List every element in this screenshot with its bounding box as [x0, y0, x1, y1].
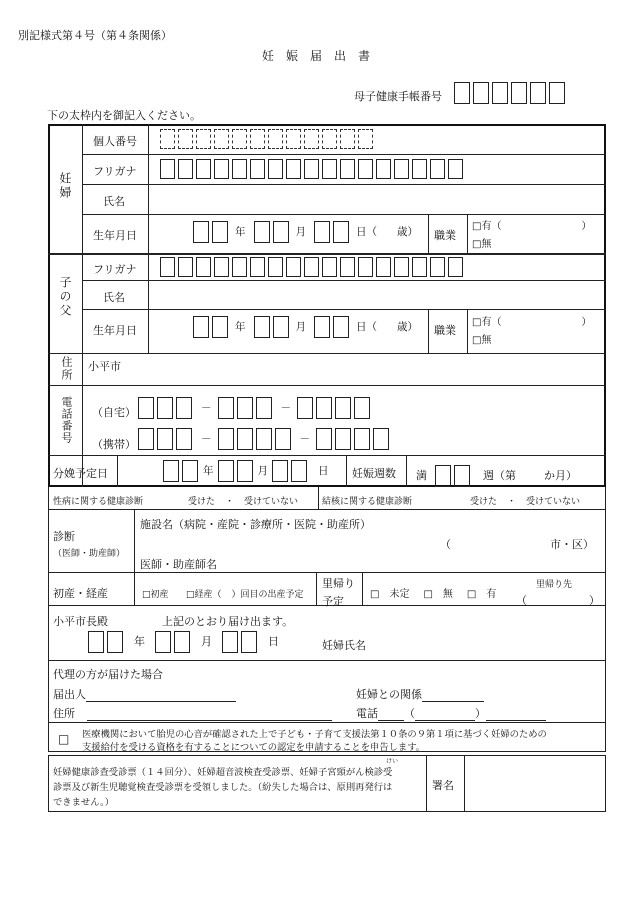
tickets-sign-field[interactable] [468, 758, 602, 808]
tickets-ruby: けい [386, 758, 399, 765]
std-check-label: 性病に関する健康診断 [53, 497, 144, 507]
chichi-name-field[interactable] [152, 282, 602, 307]
facility-city[interactable]: 市・区） [550, 538, 594, 551]
chichi-job-no-option[interactable]: □無 [472, 335, 492, 346]
diagnosis-label: 診断 [53, 530, 75, 543]
instruction: 下の太枠内を御記入ください。 [47, 109, 201, 122]
phone-home-boxes[interactable]: － － [138, 397, 373, 419]
tb-check-options[interactable]: 受けた ・ 受けていない [470, 497, 581, 507]
kojin-label: 個人番号 [93, 135, 137, 148]
proxy-submitter-field[interactable]: 届出人 [53, 686, 236, 702]
delivery-date-fields[interactable]: 年 月 日 [163, 460, 333, 482]
page-title: 妊 娠 届 出 書 [262, 49, 371, 63]
phone-mobile-label: （携帯） [92, 438, 136, 451]
ninpu-section-label: 妊婦 [58, 172, 72, 200]
ninpu-birth-fields[interactable]: 年 月 日（ 歳） [193, 221, 418, 243]
notice-checkbox[interactable]: □ [58, 732, 70, 746]
proxy-address-field[interactable]: 住所 [53, 705, 332, 721]
proxy-title: 代理の方が届けた場合 [53, 668, 163, 681]
tb-check-label: 結核に関する健康診断 [322, 497, 413, 507]
satogaeri-yotei-label: 予定 [322, 595, 344, 608]
ninpu-job-yes-option[interactable]: □有（ ） [472, 221, 592, 232]
proxy-relation-field[interactable]: 妊婦との関係 [356, 686, 484, 702]
boshi-number-boxes[interactable] [454, 82, 568, 104]
ninpu-name-field[interactable] [152, 186, 602, 212]
chichi-furigana-boxes[interactable] [160, 257, 466, 277]
kojin-number-boxes[interactable] [160, 129, 376, 149]
chichi-birth-label: 生年月日 [93, 324, 137, 337]
tickets-line2: 診票及び新生児聴覚検査受診票を受領しました。（紛失した場合は、原則再発行は [53, 782, 393, 793]
ninpu-furigana-boxes[interactable] [160, 159, 466, 179]
boshi-label: 母子健康手帳番号 [354, 90, 442, 103]
chichi-name-label: 氏名 [103, 291, 125, 304]
facility-label: 施設名（病院・産院・診療所・医院・助産所） [140, 518, 371, 531]
diagnosis-sub-label: （医師・助産師） [53, 549, 126, 559]
ninpu-furigana-label: フリガナ [93, 165, 137, 178]
chichi-job-yes-option[interactable]: □有（ ） [472, 317, 592, 328]
tickets-line3: できません。） [53, 797, 114, 808]
ninpu-job-no-option[interactable]: □無 [472, 239, 492, 250]
notice-line1: 医療機関において胎児の心音が確認された上で子ども・子育て支援法第１０条の９第１項に基づく妊婦のための [82, 729, 547, 740]
chichi-birth-fields[interactable]: 年 月 日（ 歳） [193, 316, 418, 338]
parity-multi-option[interactable]: □経産（ ）回目の出産予定 [186, 590, 304, 600]
ninpu-job-label: 職業 [434, 229, 456, 242]
mayor-address: 小平市長殿 [53, 615, 108, 628]
parity-label: 初産・経産 [53, 587, 108, 600]
chichi-job-label: 職業 [434, 324, 456, 337]
proxy-phone-field[interactable]: 電話 （ ） [356, 705, 546, 721]
satogaeri-dest-field[interactable]: （ ） [516, 594, 600, 607]
notice-line2: 支援給付を受ける資格を有することについての認定を申請することを申告します。 [82, 742, 426, 753]
signer-label: 妊婦氏名 [322, 639, 366, 652]
chichi-section-label: 子の父 [58, 276, 72, 318]
std-check-options[interactable]: 受けた ・ 受けていない [188, 497, 299, 507]
ninpu-birth-label: 生年月日 [93, 229, 137, 242]
weeks-label: 妊娠週数 [352, 467, 396, 480]
tickets-line1: 妊婦健康診査受診票（１４回分）、妊婦超音波検査受診票、妊婦子宮頸がん検診受 [53, 767, 393, 778]
address-value[interactable]: 小平市 [88, 360, 121, 373]
phone-mobile-boxes[interactable]: － － [138, 428, 392, 450]
parity-first-option[interactable]: □初産 [142, 590, 169, 600]
delivery-label: 分娩予定日 [53, 467, 108, 480]
weeks-fields[interactable]: 満 週（第 か月） [416, 465, 577, 487]
satogaeri-dest-label: 里帰り先 [536, 580, 573, 590]
satogaeri-options[interactable]: □ 未定 □ 無 □ 有 [370, 589, 497, 600]
ninpu-name-label: 氏名 [103, 195, 125, 208]
chichi-furigana-label: フリガナ [93, 263, 137, 276]
phone-home-label: （自宅） [92, 406, 136, 419]
facility-city-open: （ [440, 538, 451, 551]
phone-label: 電話番号 [60, 396, 73, 444]
doctor-label: 医師・助産師名 [140, 558, 217, 571]
satogaeri-label: 里帰り [322, 577, 355, 590]
form-reference: 別記様式第４号（第４条関係） [18, 29, 172, 42]
submission-statement: 上記のとおり届け出ます。 [162, 615, 294, 628]
submission-date-fields[interactable]: 年 月 日 [88, 631, 289, 653]
address-label: 住所 [60, 356, 73, 382]
tickets-sign-label: 署名 [432, 779, 454, 792]
